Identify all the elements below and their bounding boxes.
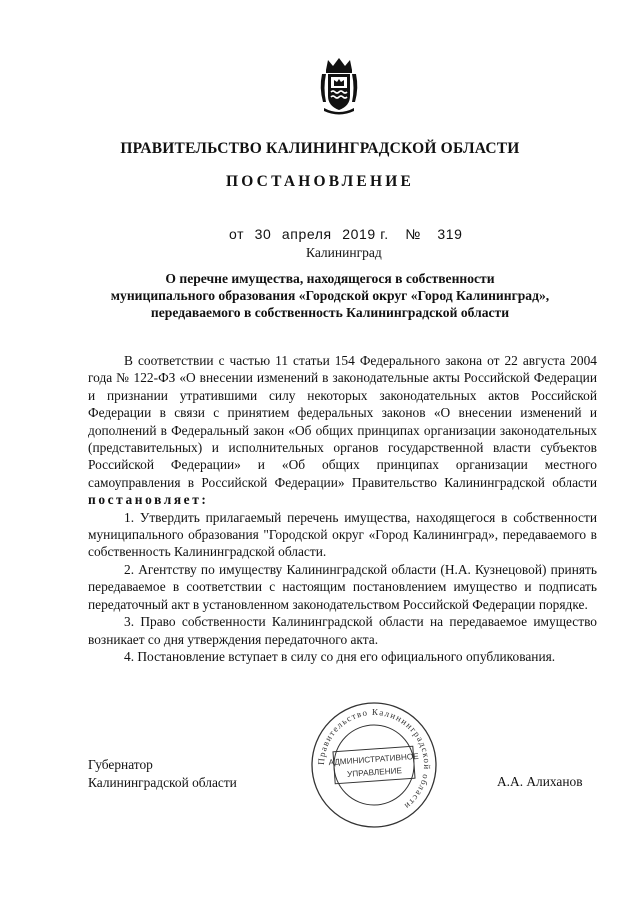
date-year: 2019 г. [342, 226, 389, 242]
organization-title: ПРАВИТЕЛЬСТВО КАЛИНИНГРАДСКОЙ ОБЛАСТИ [120, 140, 520, 157]
signatory-region: Калининградской области [88, 775, 237, 790]
clause-paragraph: 4. Постановление вступает в силу со дня его официального опубликования. [124, 648, 556, 664]
date-day: 30 [254, 226, 272, 242]
signatory-position: Губернатор [88, 757, 153, 772]
date-line [229, 226, 463, 242]
document-subject [60, 270, 600, 321]
seal-center-line: УПРАВЛЕНИЕ [346, 766, 403, 779]
official-seal-stamp [306, 697, 442, 833]
resolves-word: постановляет: [88, 492, 209, 508]
number-sign: № [405, 226, 421, 242]
document-body [88, 352, 597, 665]
subject-line: О перечне имущества, находящегося в собственности [165, 271, 495, 286]
date-month: апреля [281, 226, 332, 242]
city: Калининград [306, 245, 382, 260]
seal-center-line: АДМИНИСТРАТИВНОЕ [328, 751, 419, 768]
preamble-text: В соответствии с частью 11 статьи 154 Федерального закона от 22 августа 2004 года № 122-ФЗ «О внесении изменений в законодательные акты Российской Федерации и признании утратившими силу некоторых законодательных актов Российской Федерации в связи с принятием федеральных законов «О внесении изменений и дополнений в Федеральный закон «Об общих принципах организации законодательных (представительных) и исполнительных органов государственной власти субъектов Российской Федерации» и «Об общих принципах организации местного самоуправления в Российской Федерации» Правительство Калининградской области [88, 353, 597, 490]
subject-line: передаваемого в собственность Калининградской области [150, 305, 510, 320]
seal-ring-text: Правительство Калининградской области [315, 706, 433, 812]
clause-paragraph: 2. Агентству по имуществу Калининградской области (Н.А. Кузнецовой) принять передаваемое в соответствии с настоящим постановлением имущество и подписать передаточный акт в установленном законодательством Российской Федерации порядке. [88, 561, 597, 612]
clause-paragraph: 3. Право собственности Калининградской области на передаваемое имущество возникает со дня утверждения передаточного акта. [88, 614, 597, 647]
clause-paragraph: 1. Утвердить прилагаемый перечень имущества, находящегося в собственности муниципального образования "Городской округ «Город Калининград», передаваемого в собственность Калининградской области. [88, 509, 597, 560]
date-prefix: от [229, 226, 245, 242]
document-type: ПОСТАНОВЛЕНИЕ [225, 173, 415, 190]
subject-line: муниципального образования «Городской округ «Город Калининград», [110, 288, 550, 303]
signatory-name: А.А. Алиханов [497, 774, 583, 789]
preamble-paragraph [88, 352, 597, 509]
kaliningrad-coat-of-arms-icon [318, 56, 360, 116]
signatory-title [88, 756, 237, 792]
document-number: 319 [437, 226, 463, 242]
